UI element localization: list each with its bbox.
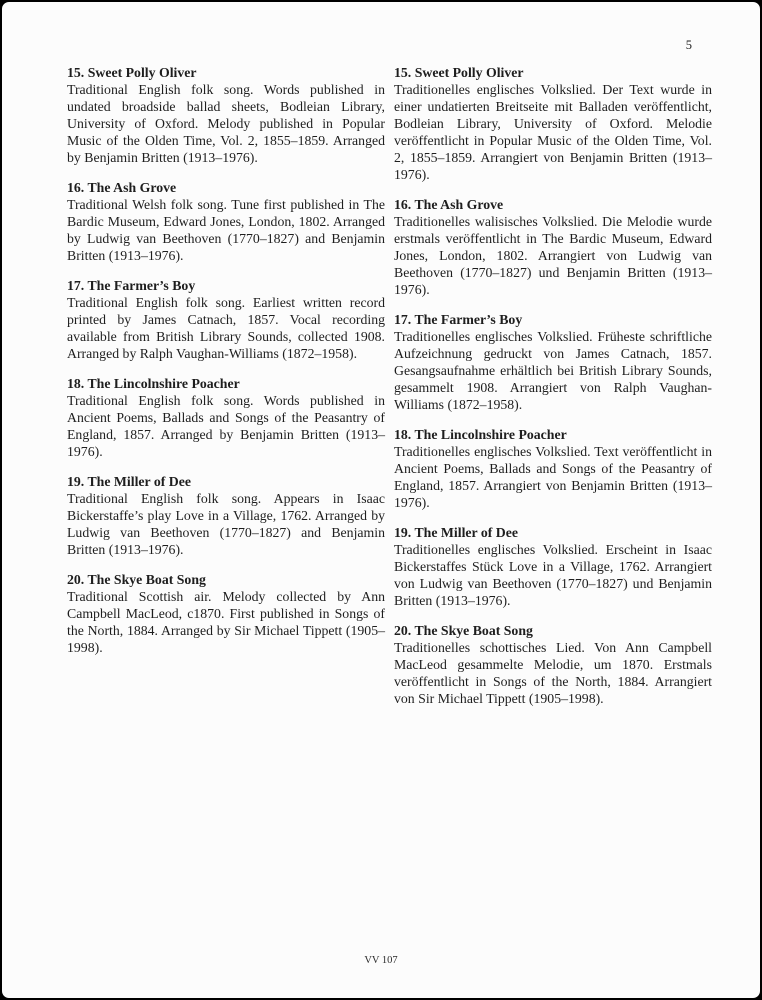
song-title: 20. The Skye Boat Song	[67, 572, 206, 587]
song-entry-16-de	[394, 196, 712, 298]
song-description: Traditionelles englisches Volkslied. Text veröffentlicht in Ancient Poems, Ballads and Songs of the Peasantry of England, 1857. Arrangiert von Benjamin Britten (1913–1976).	[394, 444, 712, 510]
song-title: 19. The Miller of Dee	[394, 525, 519, 540]
song-description: Traditionelles englisches Volkslied. Erscheint in Isaac Bickerstaffes Stück Love in a Village, 1762. Arrangiert von Ludwig van Beethoven (1770–1827) und Benjamin Britten (1913–1976).	[394, 542, 712, 608]
song-entry-15-de	[394, 64, 712, 183]
song-title: 18. The Lincolnshire Poacher	[67, 376, 240, 391]
song-description: Traditional English folk song. Words published in undated broadside ballad sheets, Bodleian Library, University of Oxford. Melody published in Popular Music of the Olden Time, Vol. 2, 1855–1859. Arranged by Benjamin Britten (1913–1976).	[67, 82, 385, 165]
song-description: Traditional English folk song. Appears in Isaac Bickerstaffe’s play Love in a Village, 1762. Arranged by Ludwig van Beethoven (1770–1827) and Benjamin Britten (1913–1976).	[67, 491, 385, 557]
song-title: 15. Sweet Polly Oliver	[67, 65, 197, 80]
song-entry-18-en	[67, 375, 385, 460]
song-description: Traditional English folk song. Words published in Ancient Poems, Ballads and Songs of the Peasantry of England, 1857. Arranged by Benjamin Britten (1913–1976).	[67, 393, 385, 459]
song-title: 17. The Farmer’s Boy	[394, 312, 523, 327]
page-number: 5	[685, 38, 692, 52]
song-entry-17-en	[67, 277, 385, 362]
song-entry-18-de	[394, 426, 712, 511]
column-english	[67, 64, 385, 669]
song-title: 16. The Ash Grove	[67, 180, 177, 195]
song-description: Traditionelles englisches Volkslied. Früheste schriftliche Aufzeichnung gedruckt von James Catnach, 1857. Gesangsaufnahme erhältlich bei British Library Sounds, gesammelt 1908. Arrangiert von Ralph Vaughan-Williams (1872–1958).	[394, 329, 712, 412]
song-title: 15. Sweet Polly Oliver	[394, 65, 524, 80]
song-entry-17-de	[394, 311, 712, 413]
song-entry-20-de	[394, 622, 712, 707]
song-entry-16-en	[67, 179, 385, 264]
column-german	[394, 64, 712, 720]
song-entry-20-en	[67, 571, 385, 656]
song-title: 18. The Lincolnshire Poacher	[394, 427, 567, 442]
song-entry-15-en	[67, 64, 385, 166]
song-title: 19. The Miller of Dee	[67, 474, 192, 489]
song-description: Traditional English folk song. Earliest written record printed by James Catnach, 1857. Vocal recording available from British Library Sounds, collected 1908. Arranged by Ralph Vaughan-Williams (1872–1958).	[67, 295, 385, 361]
catalog-number: VV 107	[364, 955, 398, 966]
song-description: Traditional Scottish air. Melody collected by Ann Campbell MacLeod, c1870. First published in Songs of the North, 1884. Arranged by Sir Michael Tippett (1905–1998).	[67, 589, 385, 655]
song-title: 20. The Skye Boat Song	[394, 623, 533, 638]
song-entry-19-de	[394, 524, 712, 609]
song-title: 16. The Ash Grove	[394, 197, 504, 212]
song-description: Traditionelles englisches Volkslied. Der Text wurde in einer undatierten Breitseite mit Balladen veröffentlicht, Bodleian Library, University of Oxford. Melodie veröffentlicht in Popular Music of the Olden Time, Vol. 2, 1855–1859. Arrangiert von Benjamin Britten (1913–1976).	[394, 82, 712, 182]
song-description: Traditional Welsh folk song. Tune first published in The Bardic Museum, Edward Jones, London, 1802. Arranged by Ludwig van Beethoven (1770–1827) and Benjamin Britten (1913–1976).	[67, 197, 385, 263]
song-entry-19-en	[67, 473, 385, 558]
song-title: 17. The Farmer’s Boy	[67, 278, 196, 293]
song-description: Traditionelles walisisches Volkslied. Die Melodie wurde erstmals veröffentlicht in The Bardic Museum, Edward Jones, London, 1802. Arrangiert von Ludwig van Beethoven (1770–1827) und Benjamin Britten (1913–1976).	[394, 214, 712, 297]
song-description: Traditionelles schottisches Lied. Von Ann Campbell MacLeod gesammelte Melodie, um 1870. Erstmals veröffentlicht in Songs of the North, 1884. Arrangiert von Sir Michael Tippett (1905–1998).	[394, 640, 712, 706]
